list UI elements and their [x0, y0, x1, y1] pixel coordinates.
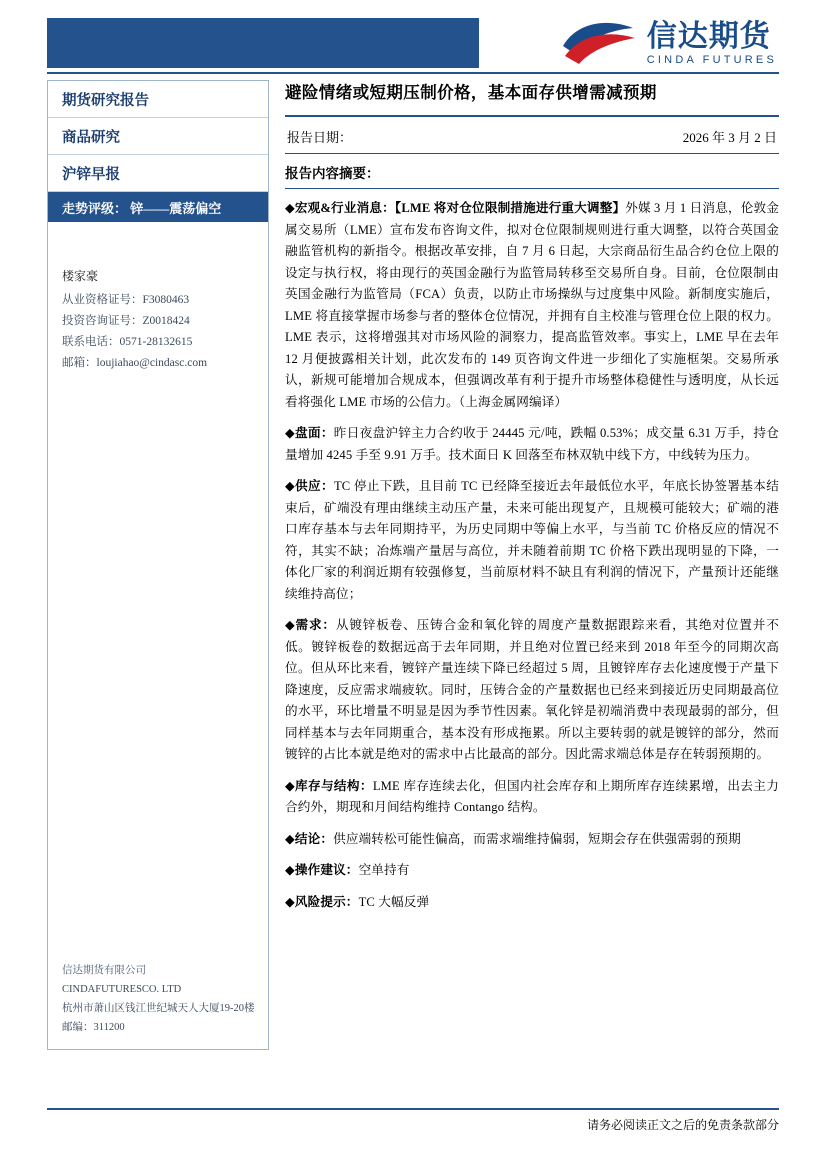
- section-lead: ◆风险提示：: [285, 894, 359, 909]
- section-text: 从镀锌板卷、压铸合金和氧化锌的周度产量数据跟踪来看，其绝对位置并不低。镀锌板卷的数据远高于去年同期，并且绝对位置已经来到 2018 年至今的同期次高位。但从环比来看，镀锌产量连续下降已经超过 5 周，且镀锌库存去化速度慢于产量下降速度，反应需求端疲软。同时，压铸合金的产量数据也已经来到接近历史同期最高位的水平，环比增量不明显是因为季节性因素。氧化锌是初端消费中表现最弱的部分，但同样基本与去年同期重合，基本没有形成拖累。所以主要转弱的就是镀锌的部分，然而镀锌的占比本就是绝对的需求中占比最高的部分。因此需求端总体是存在转弱预期的。: [285, 618, 779, 761]
- sidebar: [47, 80, 269, 1050]
- section-lead: ◆供应：: [285, 479, 334, 493]
- analyst-email[interactable]: 邮箱：loujiahao@cindasc.com: [62, 357, 208, 369]
- sidebar-report-type: 期货研究报告: [48, 81, 268, 118]
- section-paragraph: [285, 892, 779, 914]
- header-divider: [47, 72, 779, 74]
- report-date-label: 报告日期：: [287, 130, 353, 145]
- analyst-qualification: 从业资格证号：F3080463: [62, 294, 190, 306]
- title-divider: [285, 115, 779, 117]
- section-paragraph: [285, 198, 779, 413]
- company-name-en: CINDAFUTURESCO. LTD: [62, 984, 182, 995]
- sidebar-product: 沪锌早报: [48, 155, 268, 192]
- date-divider: [285, 153, 779, 154]
- section-text: 空单持有: [358, 863, 410, 877]
- summary-divider: [285, 188, 779, 189]
- section-lead: ◆操作建议：: [285, 863, 359, 877]
- report-date-value: 2026 年 3 月 2 日: [682, 130, 777, 145]
- section-text: TC 停止下跌，且目前 TC 已经降至接近去年最低位水平，年底长协签署基本结束后，矿端没有理由继续主动压产量，未来可能出现复产，且规模可能较大；矿端的港口库存基本与去年同期持平，为历史同期中等偏上水平，与当前 TC 价格反应的情况不符，其实不缺；冶炼端产量居与高位，并未随着前期 TC 价格下跌出现明显的下降，一体化厂家的利润近期有较强修复，当前原材料不缺且有利润的情况下，产量预计还能继续维持高位；: [285, 479, 779, 601]
- section-paragraph: [285, 615, 779, 766]
- section-paragraph: [285, 423, 779, 466]
- section-text: 供应端转松可能性偏高，而需求端维持偏弱，短期会存在供强需弱的预期: [333, 831, 741, 846]
- logo-name-cn: 信达期货: [646, 20, 771, 54]
- section-text: LME 库存连续去化，但国内社会库存和上期所库存连续累增，出去主力合约外，期现和月间结构维持 Contango 结构。: [285, 778, 779, 814]
- footer-disclaimer: 请务必阅读正文之后的免责条款部分: [586, 1118, 779, 1132]
- sidebar-footer: [48, 961, 268, 1037]
- analyst-block: [48, 266, 268, 374]
- section-lead: ◆需求：: [285, 618, 336, 632]
- section-paragraph: [285, 860, 779, 882]
- report-date-row: [285, 125, 779, 153]
- logo-name-en: CINDA FUTURES: [646, 53, 777, 66]
- section-text: 昨日夜盘沪锌主力合约收于 24445 元/吨，跌幅 0.53%；成交量 6.31 万手，持仓量增加 4245 手至 9.91 万手。技术面日 K 回落至布林双轨中线下方，中线转为压力。: [285, 426, 779, 462]
- sidebar-rating: 走势评级： 锌——震荡偏空: [48, 192, 268, 222]
- brand-logo: [479, 8, 779, 80]
- section-paragraph: [285, 476, 779, 605]
- analyst-name: 楼家豪: [62, 269, 99, 283]
- section-lead: ◆盘面：: [285, 426, 334, 440]
- analyst-consulting: 投资咨询证号：Z0018424: [62, 315, 190, 327]
- section-lead: ◆库存与结构：: [285, 778, 373, 793]
- page-title: 避险情绪或短期压制价格，基本面存供增需减预期: [285, 83, 657, 102]
- company-postcode: 邮编：311200: [62, 1022, 125, 1033]
- section-text: TC 大幅反弹: [358, 894, 430, 909]
- document-body: [285, 80, 779, 923]
- section-paragraph: [285, 829, 779, 851]
- footer-divider: [47, 1108, 779, 1110]
- section-text: 外媒 3 月 1 日消息，伦敦金属交易所（LME）宣布发布咨询文件，拟对仓位限制规则进行重大调整，以符合英国金融监管机构的新指令。根据改革安排，自 7 月 6 日起，大宗商品衍生品合约仓位上限的设定与执行权，将由现行的英国金融行为监管局转移至交易所自身。目前，仓位限制由英国金融行为监管局（FCA）负责，以防止市场操纵与过度集中风险。新制度实施后，LME 将直接掌握市场参与者的整体仓位情况，并拥有自主校准与管理仓位上限的权力。LME 表示，这将增强其对市场风险的洞察力，提高监管效率。事实上，LME 早在去年 12 月便披露相关计划，此次发布的 149 页咨询文件进一步细化了实施框架。交易所承认，新规可能增加合规成本，但强调改革有利于提升市场整体稳健性与透明度，从长远看将强化 LME 市场的公信力。（上海金属网编译）: [285, 201, 779, 409]
- summary-heading: 报告内容摘要：: [285, 166, 380, 181]
- section-lead: ◆宏观&行业消息：【LME 将对仓位限制措施进行重大调整】: [285, 201, 626, 215]
- analyst-phone: 联系电话：0571-28132615: [62, 336, 193, 348]
- sidebar-category: 商品研究: [48, 118, 268, 155]
- logo-mark-icon: [559, 16, 641, 72]
- company-name-cn: 信达期货有限公司: [62, 965, 146, 976]
- section-lead: ◆结论：: [285, 831, 334, 846]
- section-paragraph: [285, 776, 779, 819]
- logo-text: [647, 21, 777, 66]
- header-band: [47, 18, 779, 68]
- company-address: 杭州市萧山区钱江世纪城天人大厦19-20楼: [62, 1003, 255, 1014]
- sidebar-titles: [48, 81, 268, 222]
